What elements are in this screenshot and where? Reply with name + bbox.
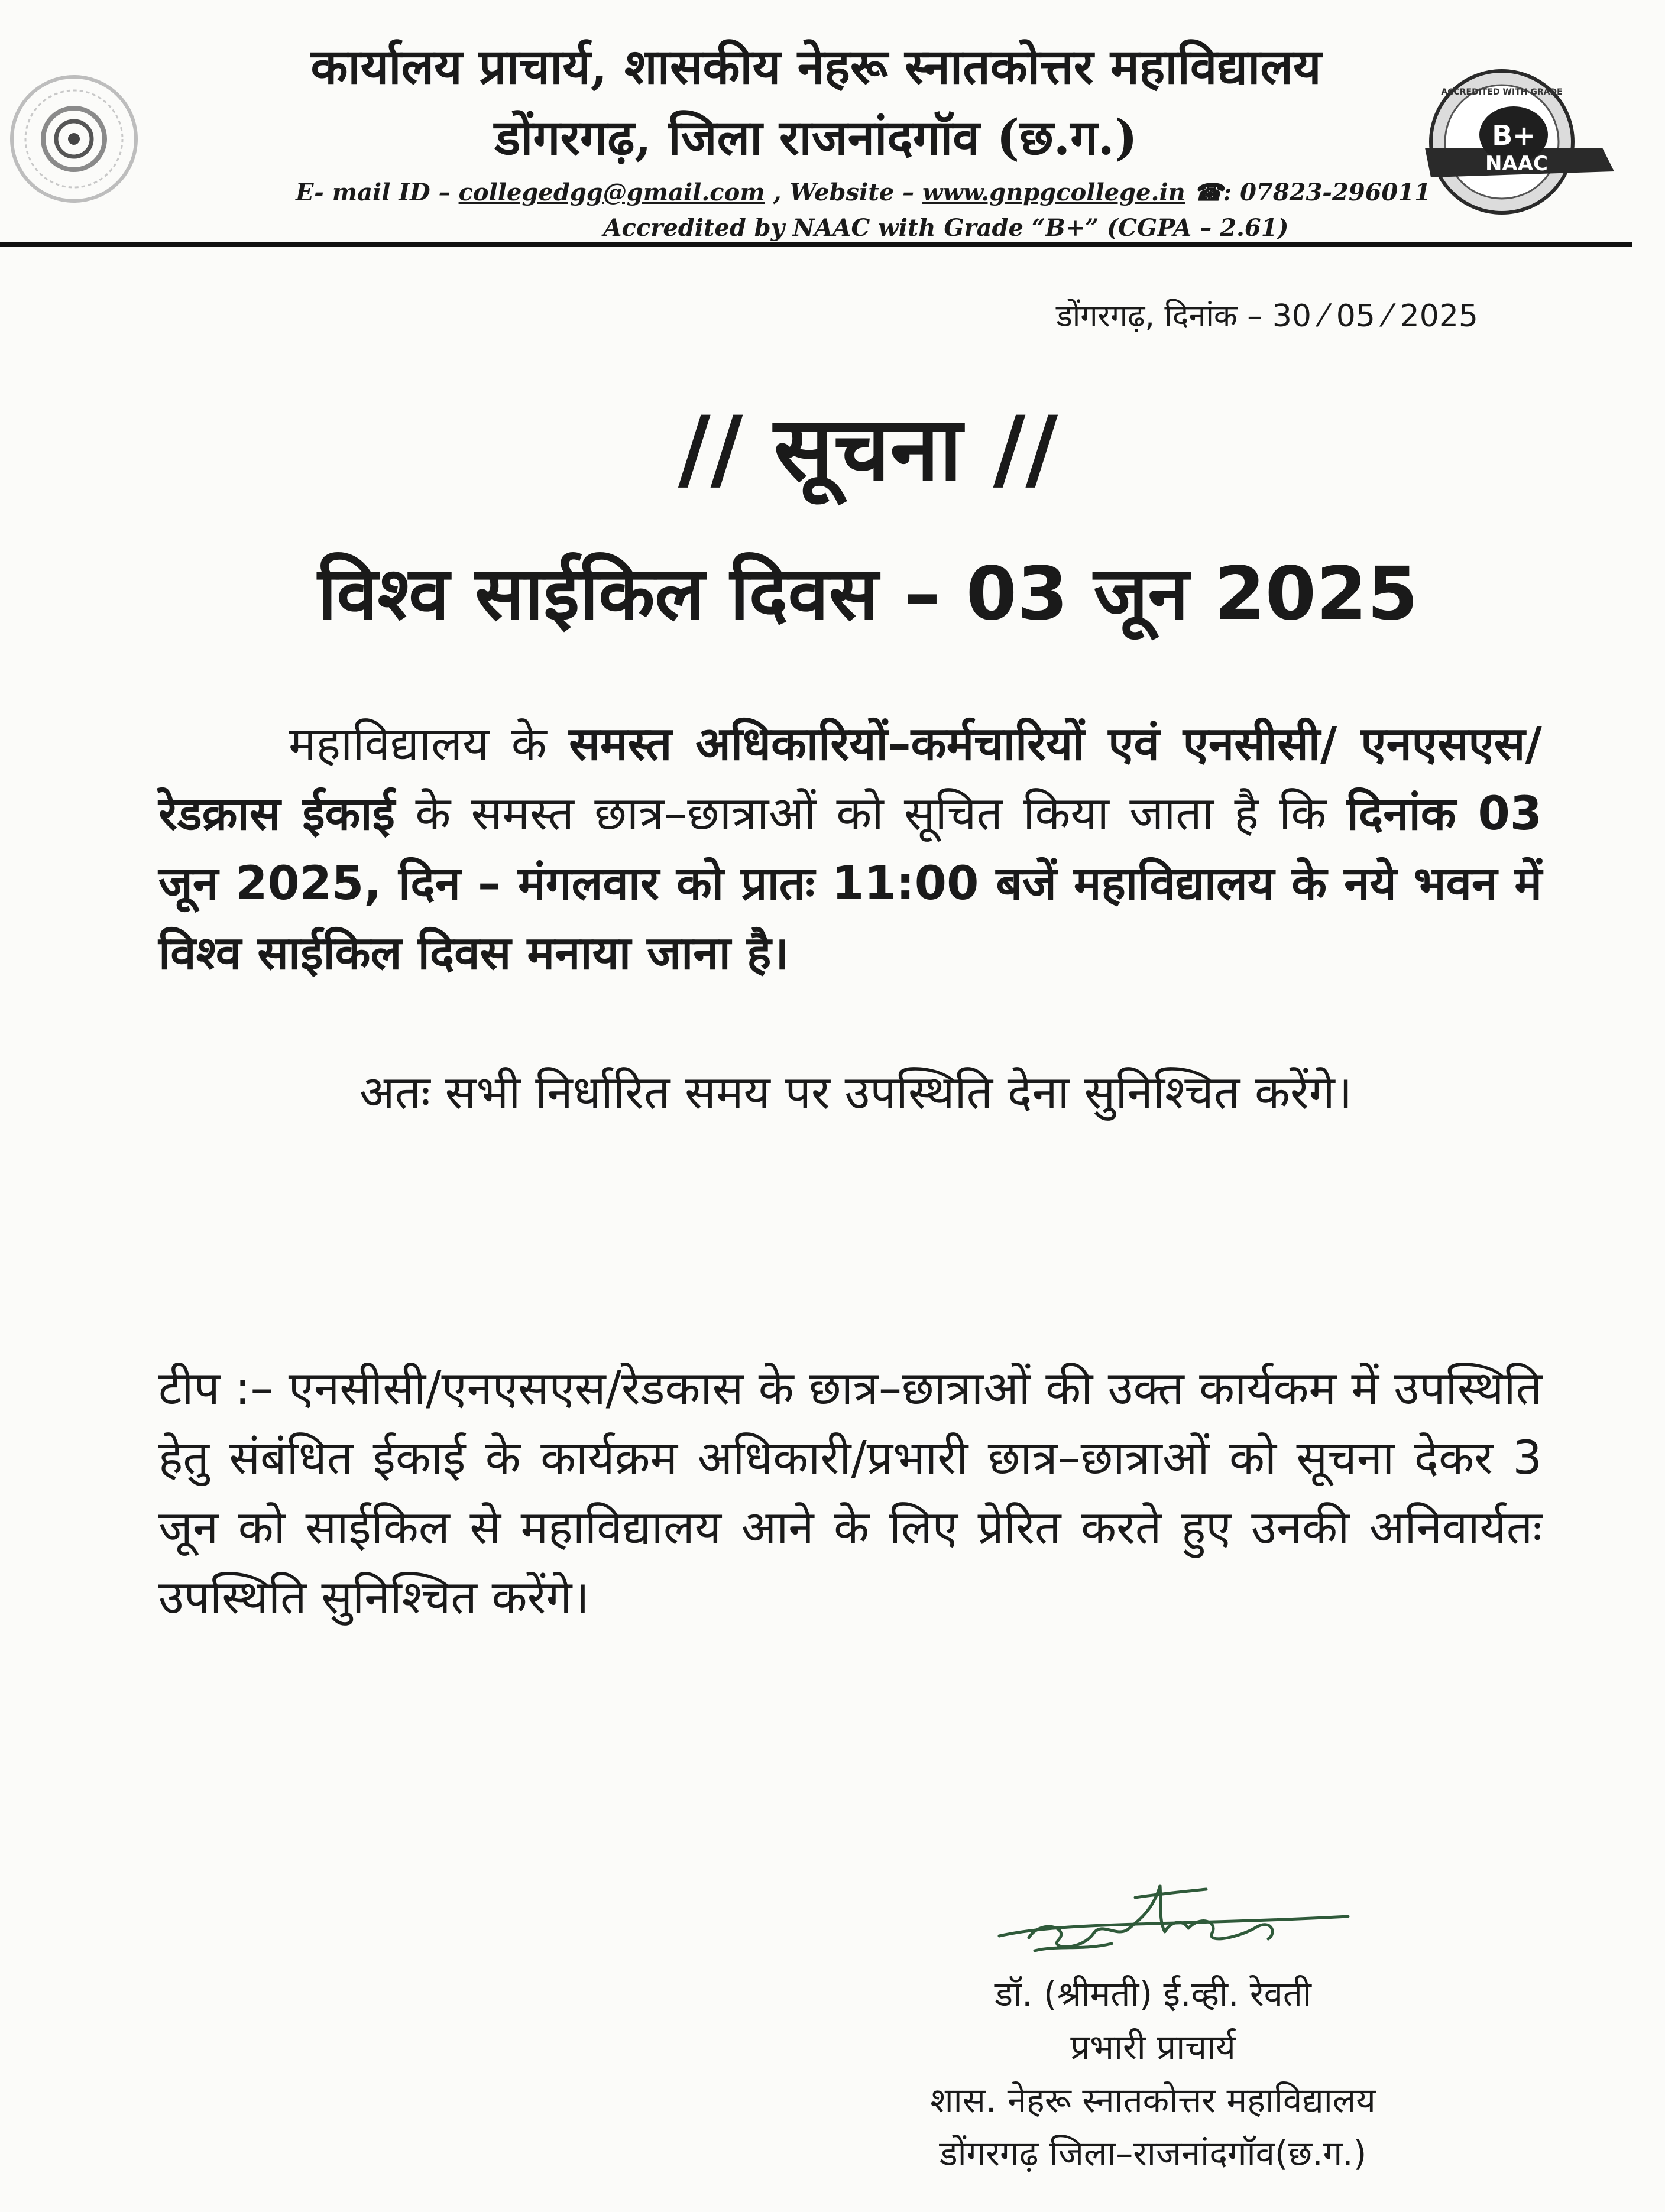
event-heading: विश्व साईकिल दिवस – 03 जून 2025 xyxy=(318,552,1418,637)
signatory-name: डॉ. (श्रीमती) ई.व्ही. रेवती xyxy=(995,1974,1311,2014)
signature-scribble xyxy=(993,1862,1360,1957)
naac-ring-text: ACCREDITED WITH GRADE xyxy=(1441,87,1563,97)
para1-bold-2: दिनांक 03 जून 2025, दिन – मंगलवार को प्रातः 11:00 बजें महाविद्यालय के नये भवन में विश्व साईकिल दिवस मनाया जाना है। xyxy=(158,787,1542,980)
naac-grade-text: B+ xyxy=(1492,119,1536,151)
para1-text-1: महाविद्यालय के xyxy=(289,718,569,771)
notice-paragraph-attendance: अतः सभी निर्धारित समय पर उपस्थिति देना सुनिश्चित करेंगे। xyxy=(359,1066,1353,1120)
letterhead-title: कार्यालय प्राचार्य, शासकीय नेहरू स्नातकोत्तर महाविद्यालय xyxy=(310,38,1321,95)
notice-date: डोंगरगढ़, दिनांक – 30 ⁄ 05 ⁄ 2025 xyxy=(1055,299,1478,334)
letterhead-address: डोंगरगढ़, जिला राजनांदगॉव (छ.ग.) xyxy=(494,109,1138,166)
para1-text-2: के समस्त छात्र–छात्राओं को सूचित किया जाता है कि xyxy=(394,787,1347,841)
signatory-place: डोंगरगढ़ जिला–राजनांदगॉव(छ.ग.) xyxy=(939,2133,1367,2174)
phone-number: ☎: 07823-296011 xyxy=(1185,179,1431,206)
accreditation-line: Accredited by NAAC with Grade “B+” (CGPA – 2.61) xyxy=(603,214,1289,242)
website-link[interactable]: www.gnpgcollege.in xyxy=(922,179,1185,206)
notice-tip: टीप :– एनसीसी/एनएसएस/रेडकास के छात्र–छात्राओं की उक्त कार्यकम में उपस्थिति हेतु संबंधित ईकाई के कार्यक्रम अधिकारी/प्रभारी छात्र–छात्राओं को सूचना देकर 3 जून को साईकिल से महाविद्यालय आने के लिए प्रेरित करते हुए उनकी अनिवार्यतः उपस्थिति सुनिश्चित करेंगे। xyxy=(158,1362,1542,1624)
para1-bold-1: समस्त अधिकारियों–कर्मचारियों एवं एनसीसी/ एनएसएस/ रेडक्रास ईकाई xyxy=(158,718,1543,841)
college-seal-logo xyxy=(6,71,142,207)
notice-title: // सूचना // xyxy=(678,398,1058,501)
letterhead-contact xyxy=(296,176,1431,209)
notice-paragraph-main xyxy=(158,709,1542,988)
naac-grade-seal xyxy=(1407,59,1620,225)
email-label: E- mail ID – xyxy=(296,179,459,206)
signatory-institution: शास. नेहरू स्नातकोत्तर महाविद्यालय xyxy=(930,2080,1376,2120)
email-link[interactable]: collegedgg@gmail.com xyxy=(458,179,765,206)
website-label: , Website – xyxy=(765,179,923,206)
signatory-designation: प्रभारी प्राचार्य xyxy=(1070,2027,1236,2067)
letterhead-divider xyxy=(0,242,1632,247)
naac-label-text: NAAC xyxy=(1485,152,1549,176)
